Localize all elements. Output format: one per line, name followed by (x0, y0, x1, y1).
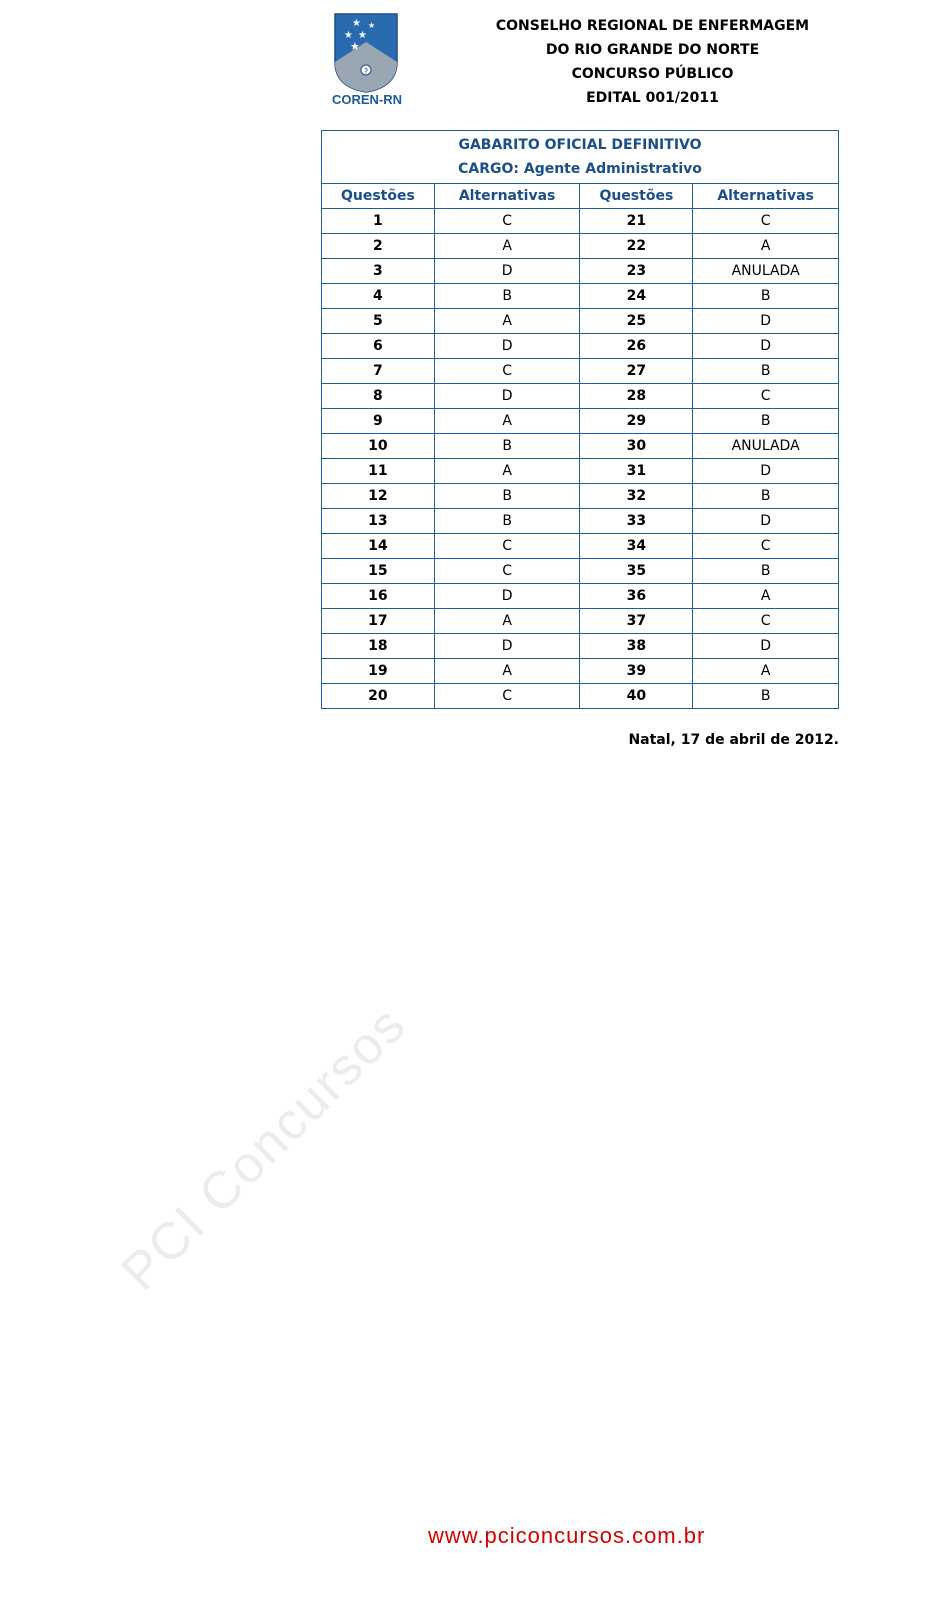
question-number: 2 (322, 234, 435, 259)
question-number: 34 (580, 534, 693, 559)
question-number: 39 (580, 659, 693, 684)
table-row (322, 209, 839, 234)
answer: A (434, 409, 580, 434)
answer: C (693, 534, 839, 559)
answer: A (434, 459, 580, 484)
question-number: 4 (322, 284, 435, 309)
table-row (322, 334, 839, 359)
answer-key-table (321, 130, 839, 709)
question-number: 15 (322, 559, 435, 584)
answer: A (693, 659, 839, 684)
question-number: 33 (580, 509, 693, 534)
col-header-questoes-1: Questões (322, 184, 435, 209)
question-number: 24 (580, 284, 693, 309)
question-number: 9 (322, 409, 435, 434)
table-row (322, 409, 839, 434)
footer-url-link[interactable]: www.pciconcursos.com.br (428, 1523, 706, 1548)
table-row (322, 484, 839, 509)
question-number: 36 (580, 584, 693, 609)
question-number: 20 (322, 684, 435, 709)
answer: B (434, 434, 580, 459)
document-header (470, 14, 835, 110)
question-number: 35 (580, 559, 693, 584)
answer: C (693, 609, 839, 634)
answer: B (434, 509, 580, 534)
question-number: 19 (322, 659, 435, 684)
header-line-1: CONSELHO REGIONAL DE ENFERMAGEM (495, 18, 810, 34)
header-line-4: EDITAL 001/2011 (586, 90, 719, 106)
svg-text:★: ★ (344, 30, 353, 41)
table-title-cell (322, 131, 839, 184)
answer: B (693, 359, 839, 384)
question-number: 29 (580, 409, 693, 434)
answer: B (693, 559, 839, 584)
table-row (322, 384, 839, 409)
answer: ANULADA (693, 259, 839, 284)
question-number: 3 (322, 259, 435, 284)
table-body (322, 209, 839, 709)
question-number: 30 (580, 434, 693, 459)
answer: ANULADA (693, 434, 839, 459)
col-header-questoes-2: Questões (580, 184, 693, 209)
table-row (322, 459, 839, 484)
question-number: 25 (580, 309, 693, 334)
answer: C (434, 359, 580, 384)
question-number: 40 (580, 684, 693, 709)
question-number: 7 (322, 359, 435, 384)
table-row (322, 309, 839, 334)
answer: C (693, 209, 839, 234)
table-title: GABARITO OFICIAL DEFINITIVO (458, 137, 702, 153)
header-line-3: CONCURSO PÚBLICO (571, 66, 734, 82)
question-number: 32 (580, 484, 693, 509)
table-row (322, 259, 839, 284)
question-number: 5 (322, 309, 435, 334)
answer: D (434, 334, 580, 359)
answer: D (693, 459, 839, 484)
answer: B (434, 484, 580, 509)
question-number: 31 (580, 459, 693, 484)
date-line: Natal, 17 de abril de 2012. (628, 732, 839, 748)
answer: C (693, 384, 839, 409)
col-header-alternativas-1: Alternativas (434, 184, 580, 209)
question-number: 6 (322, 334, 435, 359)
svg-text:★: ★ (350, 40, 360, 53)
svg-text:★: ★ (368, 21, 376, 30)
question-number: 14 (322, 534, 435, 559)
table-row (322, 684, 839, 709)
svg-text:★: ★ (358, 30, 367, 41)
question-number: 18 (322, 634, 435, 659)
answer: D (693, 634, 839, 659)
table-row (322, 434, 839, 459)
answer: C (434, 684, 580, 709)
table-row (322, 284, 839, 309)
question-number: 16 (322, 584, 435, 609)
table-row (322, 659, 839, 684)
table-cargo: CARGO: Agente Administrativo (458, 161, 702, 177)
answer: B (693, 409, 839, 434)
answer: C (434, 209, 580, 234)
question-number: 27 (580, 359, 693, 384)
question-number: 12 (322, 484, 435, 509)
table-row (322, 584, 839, 609)
watermark: PCI Concursos (110, 995, 418, 1302)
question-number: 22 (580, 234, 693, 259)
answer: A (434, 309, 580, 334)
answer: D (693, 334, 839, 359)
answer: D (693, 309, 839, 334)
svg-text:★: ★ (352, 18, 361, 29)
table-row (322, 559, 839, 584)
answer: A (693, 234, 839, 259)
question-number: 13 (322, 509, 435, 534)
answer: B (693, 684, 839, 709)
answer: D (434, 634, 580, 659)
question-number: 1 (322, 209, 435, 234)
answer: A (693, 584, 839, 609)
table-row (322, 234, 839, 259)
question-number: 26 (580, 334, 693, 359)
col-header-alternativas-2: Alternativas (693, 184, 839, 209)
answer: D (434, 259, 580, 284)
answer: C (434, 534, 580, 559)
table-row (322, 609, 839, 634)
answer: A (434, 234, 580, 259)
table-row (322, 359, 839, 384)
answer: D (693, 509, 839, 534)
logo-text: COREN-RN (332, 92, 403, 107)
question-number: 28 (580, 384, 693, 409)
answer: B (434, 284, 580, 309)
question-number: 38 (580, 634, 693, 659)
question-number: 8 (322, 384, 435, 409)
question-number: 11 (322, 459, 435, 484)
answer: A (434, 609, 580, 634)
header-line-2: DO RIO GRANDE DO NORTE (545, 42, 760, 58)
table-row (322, 509, 839, 534)
answer: D (434, 584, 580, 609)
answer: B (693, 284, 839, 309)
question-number: 21 (580, 209, 693, 234)
svg-text:?: ? (363, 67, 369, 76)
answer: D (434, 384, 580, 409)
answer: C (434, 559, 580, 584)
table-row (322, 634, 839, 659)
question-number: 37 (580, 609, 693, 634)
question-number: 23 (580, 259, 693, 284)
question-number: 10 (322, 434, 435, 459)
table-row (322, 534, 839, 559)
answer: B (693, 484, 839, 509)
answer: A (434, 659, 580, 684)
question-number: 17 (322, 609, 435, 634)
